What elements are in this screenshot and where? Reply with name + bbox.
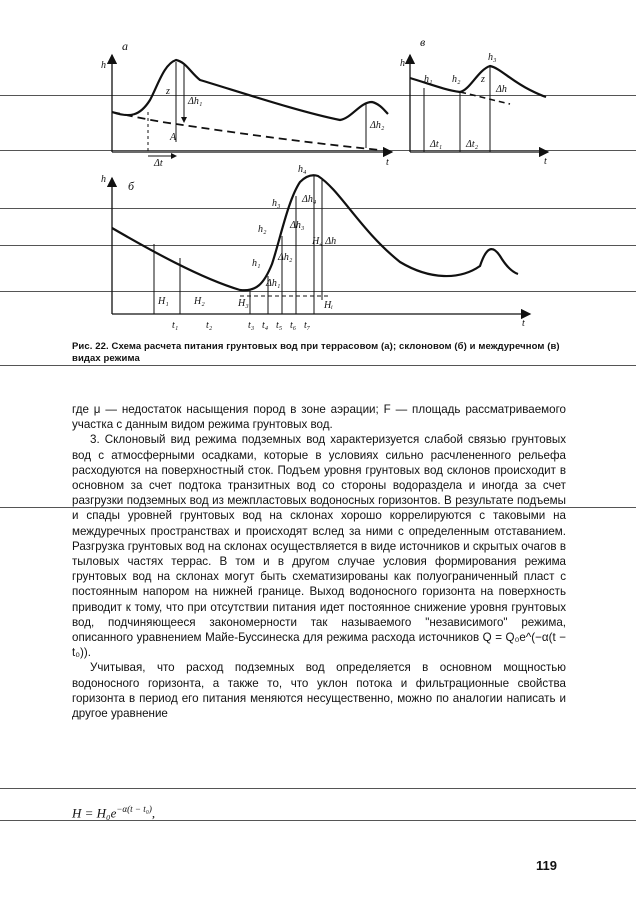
panel-b-H1: H₁ [158, 296, 169, 307]
panel-b-h4: h₄ [298, 164, 307, 175]
page-number: 119 [536, 858, 557, 873]
figure-caption: Рис. 22. Схема расчета питания грунтовых вод при террасовом (а); склоновом (б) и междуречном (в) видах режима [72, 341, 560, 364]
panel-b-h-label: h [101, 174, 106, 185]
panel-b-dh1: Δh₁ [266, 278, 281, 289]
panel-a-dt: Δt [154, 158, 163, 169]
panel-b-t2: t₂ [206, 320, 213, 331]
panel-v [400, 35, 548, 167]
panel-v-label: в [420, 35, 426, 49]
panel-b-t4: t₄ [262, 320, 269, 331]
panel-b-dh4: Δh₄ [302, 194, 317, 205]
panel-b-t1: t₁ [172, 320, 179, 331]
scan-line [0, 788, 636, 789]
panel-v-h-label: h [400, 58, 405, 69]
panel-v-h2: h₂ [452, 74, 461, 85]
panel-b-t6: t₆ [290, 320, 297, 331]
formula-base: H = H₀e [72, 805, 117, 821]
panel-b-t7: t₇ [304, 320, 311, 331]
panel-a-dh1: Δh₁ [188, 96, 203, 107]
panel-b-level-curve [112, 175, 518, 290]
panel-v-h1: h₁ [424, 74, 433, 85]
panel-a-label: а [122, 39, 128, 53]
panel-a-t-label: t [386, 157, 389, 168]
panel-a [101, 39, 392, 169]
panel-b [101, 164, 530, 331]
panel-b-t5: t₅ [276, 320, 283, 331]
panel-b-label: б [128, 179, 135, 193]
panel-a-level-curve [112, 60, 388, 120]
panel-v-h3: h₃ [488, 52, 497, 63]
panel-b-dh3: Δh₃ [290, 220, 305, 231]
panel-a-recession-curve [112, 112, 380, 150]
panel-a-point: A [170, 132, 177, 143]
paragraph: Учитывая, что расход подземных вод определяется в основном мощностью водоносного горизонта, а также то, что уклон потока и фильтрационные свойства горизонта в период его питания меняются несущественно, можно по аналогии написать и другое уравнение [72, 661, 566, 721]
panel-b-H2: H₂ [194, 296, 205, 307]
panel-v-z: z [481, 74, 485, 85]
panel-v-dt1: Δt₁ [430, 139, 443, 150]
formula-tail: , [151, 805, 156, 821]
figure-22 [0, 0, 636, 340]
scan-line [0, 365, 636, 366]
body-text [72, 402, 566, 721]
panel-v-dt2: Δt₂ [466, 139, 479, 150]
panel-a-h-label: h [101, 60, 106, 71]
figure-diagram [0, 0, 636, 340]
paragraph: где μ — недостаток насыщения пород в зоне аэрации; F — площадь рассматриваемого участка с данным видом режима грунтовых вод. [72, 403, 566, 432]
panel-b-H3: H₃ [238, 298, 249, 309]
paragraph: 3. Склоновый вид режима подземных вод характеризуется слабой связью грунтовых вод с атмосферными осадками, которые в условиях сильно расчлененного рельефа расходуются на поверхностный сток. Подъем уровня грунтовых вод склонов происходит в основном за счет подтока транзитных вод со стороны водораздела и иногда за счет разгрузки подземных вод из межпластовых водоносных горизонтов. В результате подъемы и спады уровней грунтовых вод на склонах хорошо коррелируются с таковыми на междуречных пространствах и происходят вслед за ними с определенным отставанием. Разгрузка грунтовых вод на склонах осуществляется в виде источников и скрытых очагов в тыловых частях террас. В том и в другом случае условия формирования режима грунтовых вод на склонах могут быть схематизированы как полуограниченный пласт с постоянным напором на нижней границе. Выход водоносного горизонта на поверхность приводит к тому, что при отсутствии питания идет постоянное снижение уровня грунтовых вод, подчиняющееся закономерности так называемого "независимого" режима, описанного уравнением Майе-Буссинеска для режима расхода источников Q = Q₀e^(−α(t − t₀)). [72, 433, 566, 660]
formula [72, 804, 155, 821]
panel-b-h4-dh: H₄ Δh [312, 236, 337, 247]
panel-a-z: z [166, 86, 170, 97]
panel-b-t-label: t [522, 318, 525, 329]
panel-a-dh2: Δh₂ [370, 120, 385, 131]
panel-b-h1: h₁ [252, 258, 261, 269]
panel-b-h2: h₂ [258, 224, 267, 235]
panel-b-time-ticks [172, 320, 311, 331]
panel-b-t3: t₃ [248, 320, 255, 331]
panel-b-h3: h₃ [272, 198, 281, 209]
panel-v-t-label: t [544, 156, 547, 167]
panel-b-dh2: Δh₂ [278, 252, 293, 263]
formula-exponent: −α(t − t₀) [116, 804, 152, 814]
panel-v-dh: Δh [496, 84, 507, 95]
panel-b-Hi: Hᵢ [324, 300, 333, 311]
